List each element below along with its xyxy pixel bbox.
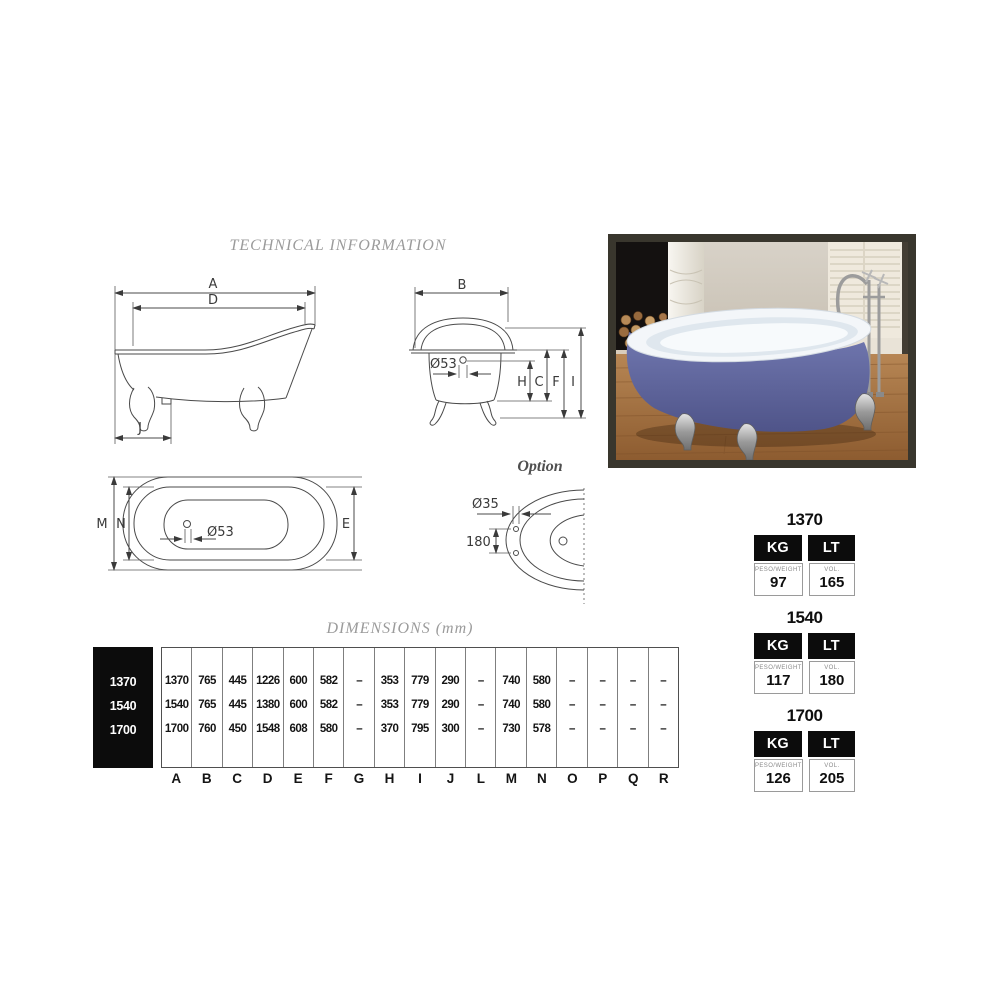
column-letter: E xyxy=(293,771,303,786)
volume-box xyxy=(809,661,855,694)
table-model-column xyxy=(93,647,153,768)
column-letter: Q xyxy=(628,771,639,786)
spec-card-1370 xyxy=(754,510,855,596)
table-column-n xyxy=(526,648,556,767)
dim-label-b: B xyxy=(457,278,467,293)
cell: 779 xyxy=(411,699,429,711)
lt-header: LT xyxy=(808,633,856,659)
kg-header: KG xyxy=(754,633,802,659)
table-column-a xyxy=(162,648,191,767)
table-column-o xyxy=(556,648,586,767)
cell: 353 xyxy=(380,675,399,687)
cell: – xyxy=(599,675,606,687)
cell: 779 xyxy=(411,675,429,687)
column-letter: P xyxy=(598,771,608,786)
column-letter: J xyxy=(446,771,455,786)
table-column-b xyxy=(191,648,221,767)
table-column-letters xyxy=(161,771,679,786)
cell: 445 xyxy=(228,699,247,711)
table-column-d xyxy=(252,648,282,767)
column-letter: F xyxy=(324,771,333,786)
dim-label-d: D xyxy=(207,293,219,308)
cell: 353 xyxy=(380,699,399,711)
column-letter: B xyxy=(201,771,212,786)
dim-label-m: M xyxy=(96,517,108,532)
spec-card-1700 xyxy=(754,706,855,792)
cell: 300 xyxy=(441,723,460,735)
weight-box xyxy=(754,759,803,792)
cell: 445 xyxy=(228,675,247,687)
lt-header: LT xyxy=(808,731,856,757)
volume-value: 180 xyxy=(819,672,845,689)
table-column-m xyxy=(495,648,525,767)
model-label: 1370 xyxy=(109,675,137,689)
dim-label-n: N xyxy=(116,517,126,532)
table-column-h xyxy=(374,648,404,767)
cell: 1370 xyxy=(164,675,189,687)
cell: 370 xyxy=(380,723,399,735)
dim-label-spacing: 180 xyxy=(466,535,491,550)
kg-header: KG xyxy=(754,731,802,757)
column-letter: O xyxy=(567,771,578,786)
cell: 765 xyxy=(198,699,216,711)
cell: – xyxy=(569,699,575,711)
table-column-p xyxy=(587,648,617,767)
cell: 740 xyxy=(502,675,521,687)
cell: – xyxy=(629,699,636,711)
cell: 1540 xyxy=(164,699,189,711)
cell: 1700 xyxy=(164,723,189,735)
cell: 290 xyxy=(441,699,460,711)
cell: 580 xyxy=(532,675,551,687)
weight-value: 117 xyxy=(766,672,791,689)
column-letter: N xyxy=(536,771,547,786)
volume-label: VOL. xyxy=(824,763,840,769)
weight-value: 97 xyxy=(770,574,787,591)
dimensions-table xyxy=(161,647,679,768)
model-label: 1540 xyxy=(109,699,137,713)
dim-label-f: F xyxy=(552,375,560,390)
kg-header: KG xyxy=(754,535,802,561)
column-letter: C xyxy=(232,771,243,786)
lt-header: LT xyxy=(808,535,856,561)
volume-box xyxy=(809,563,855,596)
bathtub-photo-art xyxy=(616,242,908,460)
cell: – xyxy=(629,675,636,687)
column-letter: G xyxy=(353,771,365,786)
volume-label: VOL. xyxy=(824,567,840,573)
page-title: TECHNICAL INFORMATION xyxy=(229,237,447,254)
cell: 730 xyxy=(502,723,521,735)
column-letter: L xyxy=(476,771,486,786)
dim-label-drain-top: Ø53 xyxy=(207,525,234,540)
dim-label-i: I xyxy=(571,375,575,390)
column-letter: D xyxy=(262,771,273,786)
volume-box xyxy=(809,759,855,792)
weight-label: PESO/WEIGHT xyxy=(755,763,802,769)
cell: 582 xyxy=(319,675,338,687)
model-label: 1700 xyxy=(109,723,137,737)
cell: 600 xyxy=(289,675,308,687)
front-view-drawing xyxy=(405,278,600,443)
cell: 1548 xyxy=(256,723,280,735)
cell: – xyxy=(660,675,667,687)
cell: 580 xyxy=(532,699,551,711)
cell: – xyxy=(477,699,484,711)
table-column-q xyxy=(617,648,647,767)
bathtub-photo xyxy=(608,234,916,468)
cell: 600 xyxy=(289,699,308,711)
cell: 580 xyxy=(319,723,338,735)
dim-label-hole: Ø35 xyxy=(472,497,499,512)
cell: 578 xyxy=(532,723,551,735)
table-column-g xyxy=(343,648,373,767)
table-column-i xyxy=(404,648,434,767)
option-title: Option xyxy=(517,458,563,475)
spec-model: 1370 xyxy=(786,510,823,529)
cell: – xyxy=(477,675,484,687)
spec-model: 1700 xyxy=(786,706,823,725)
cell: 1380 xyxy=(256,699,280,711)
table-column-r xyxy=(648,648,678,767)
spec-card-1540 xyxy=(754,608,855,694)
table-column-f xyxy=(313,648,343,767)
column-letter: M xyxy=(505,771,518,786)
weight-value: 126 xyxy=(765,770,791,787)
cell: 290 xyxy=(441,675,460,687)
cell: – xyxy=(356,699,363,711)
cell: – xyxy=(599,699,606,711)
cell: – xyxy=(660,723,667,735)
weight-box xyxy=(754,563,803,596)
dim-label-drain-front: Ø53 xyxy=(430,357,457,372)
column-letter: H xyxy=(384,771,395,786)
table-column-j xyxy=(435,648,465,767)
cell: – xyxy=(599,723,606,735)
dim-label-j: J xyxy=(138,421,142,436)
column-letter: A xyxy=(171,771,182,786)
dim-label-a: A xyxy=(208,277,218,292)
column-letter: I xyxy=(418,771,422,786)
cell: – xyxy=(356,675,363,687)
table-column-l xyxy=(465,648,495,767)
cell: 1226 xyxy=(256,675,280,687)
cell: – xyxy=(477,723,484,735)
option-view-drawing xyxy=(455,478,620,608)
weight-label: PESO/WEIGHT xyxy=(755,665,802,671)
cell: – xyxy=(569,675,575,687)
cell: – xyxy=(629,723,636,735)
cell: 740 xyxy=(502,699,521,711)
weight-label: PESO/WEIGHT xyxy=(755,567,802,573)
column-letter: R xyxy=(658,771,669,786)
cell: – xyxy=(660,699,667,711)
volume-value: 205 xyxy=(819,770,845,787)
dim-label-c: C xyxy=(534,375,544,390)
weight-box xyxy=(754,661,803,694)
table-column-e xyxy=(283,648,313,767)
cell: 765 xyxy=(198,675,216,687)
dimensions-title: DIMENSIONS (mm) xyxy=(326,620,474,637)
cell: 450 xyxy=(228,723,247,735)
cell: 582 xyxy=(319,699,338,711)
volume-label: VOL. xyxy=(824,665,840,671)
cell: – xyxy=(356,723,363,735)
volume-value: 165 xyxy=(819,574,845,591)
dim-label-h: H xyxy=(517,375,527,390)
cell: – xyxy=(569,723,575,735)
dim-label-e: E xyxy=(341,517,351,532)
cell: 795 xyxy=(411,723,429,735)
cell: 760 xyxy=(198,723,216,735)
side-view-drawing xyxy=(100,272,330,452)
table-column-c xyxy=(222,648,252,767)
cell: 608 xyxy=(289,723,308,735)
top-view-drawing xyxy=(90,458,400,603)
spec-model: 1540 xyxy=(786,608,823,627)
